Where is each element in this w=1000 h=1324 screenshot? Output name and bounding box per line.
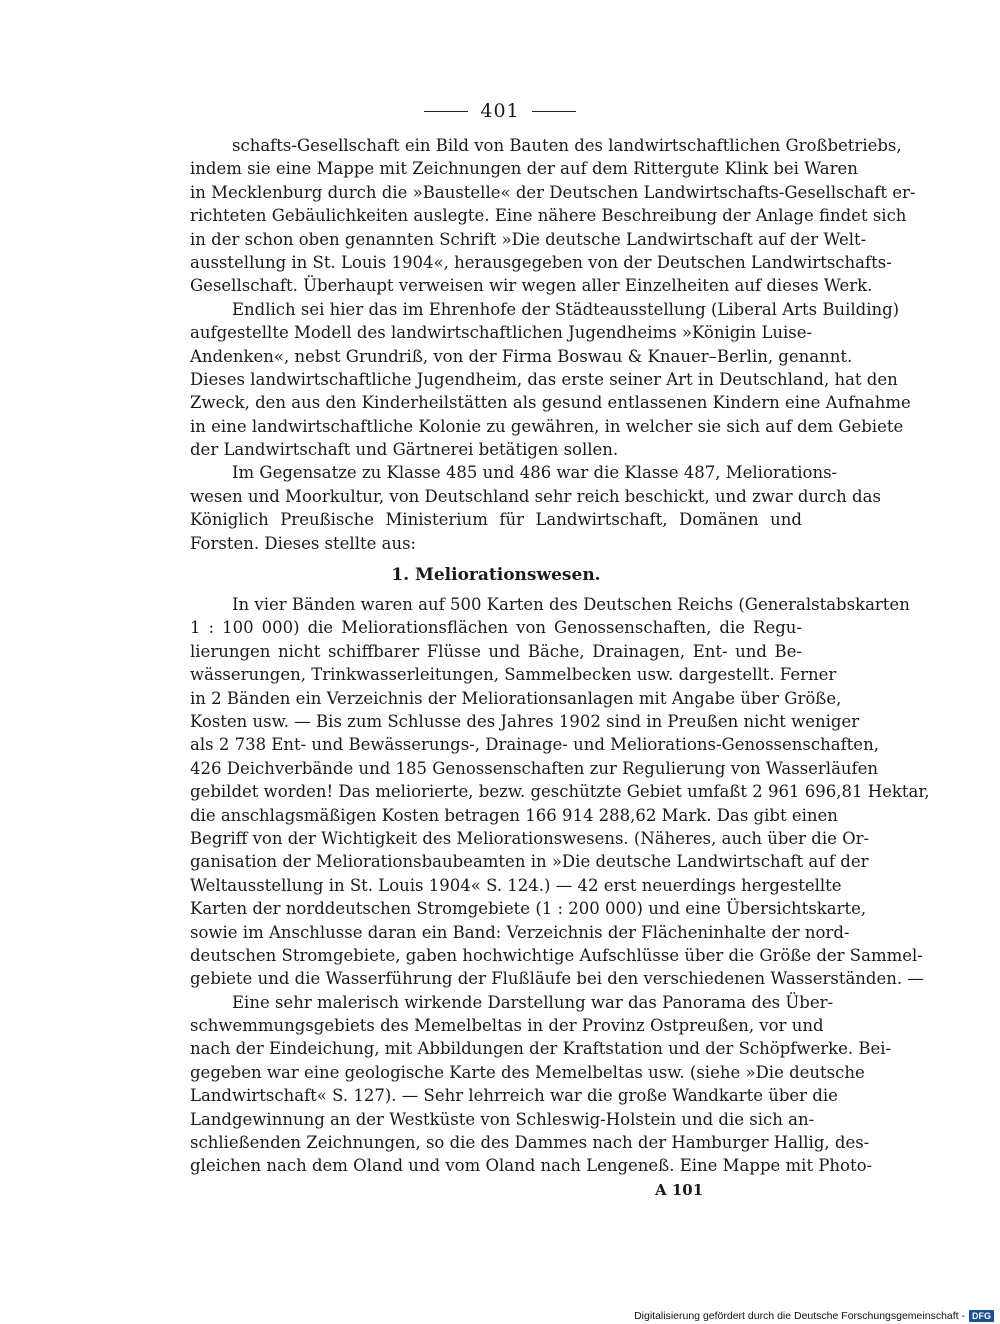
text-line: in der schon oben genannten Schrift »Die deutsche Landwirtschaft auf der Welt-: [190, 229, 867, 249]
text-line: Karten der norddeutschen Stromgebiete (1 : 200 000) und eine Übersichtskarte,: [190, 899, 867, 919]
dfg-logo: DFG: [969, 1310, 994, 1322]
text-line: lierungen nicht schiffbarer Flüsse und Bäche, Drainagen, Ent- und Be-: [190, 641, 802, 661]
footer: [634, 1310, 994, 1322]
text-line: Andenken«, nebst Grundriß, von der Firma Boswau & Knauer–Berlin, genannt.: [190, 346, 853, 366]
text-line: richteten Gebäulichkeiten auslegte. Eine nähere Beschreibung der Anlage findet sich: [190, 206, 907, 226]
section-paragraph: [190, 991, 892, 1178]
intro-paragraph: [190, 461, 881, 555]
text-line: gebildet worden! Das meliorierte, bezw. geschützte Gebiet umfaßt 2 961 696,81 Hektar,: [190, 782, 930, 802]
text-line: als 2 738 Ent- und Bewässerungs-, Drainage- und Meliorations-Genossenschaften,: [190, 735, 879, 755]
text-line: der Landwirtschaft und Gärtnerei betätigen sollen.: [190, 440, 619, 460]
section-heading: 1. Meliorationswesen.: [391, 565, 601, 586]
page-header: [0, 100, 1000, 122]
text-line: die anschlagsmäßigen Kosten betragen 166 914 288,62 Mark. Das gibt einen: [190, 805, 838, 825]
text-line: in Mecklenburg durch die »Baustelle« der Deutschen Landwirtschafts-Gesellschaft er-: [190, 182, 916, 202]
header-rule-left: [424, 111, 468, 112]
signature-mark: A 101: [655, 1181, 704, 1199]
text-line: schließenden Zeichnungen, so die des Dammes nach der Hamburger Hallig, des-: [190, 1133, 870, 1153]
text-line: ausstellung in St. Louis 1904«, herausgegeben von der Deutschen Landwirtschafts-: [190, 252, 892, 272]
text-line: in 2 Bänden ein Verzeichnis der Meliorationsanlagen mit Angabe über Größe,: [190, 688, 842, 708]
text-line: wesen und Moorkultur, von Deutschland sehr reich beschickt, und zwar durch das: [190, 486, 881, 506]
intro-paragraph: [190, 298, 911, 462]
text-line: Zweck, den aus den Kinderheilstätten als gesund entlassenen Kindern eine Aufnahme: [190, 393, 911, 413]
text-line: Endlich sei hier das im Ehrenhofe der Städteausstellung (Liberal Arts Building): [232, 299, 900, 319]
text-line: Eine sehr malerisch wirkende Darstellung war das Panorama des Über-: [232, 992, 834, 1012]
text-line: Dieses landwirtschaftliche Jugendheim, das erste seiner Art in Deutschland, hat den: [190, 369, 898, 389]
text-line: gleichen nach dem Oland und vom Oland nach Lengeneß. Eine Mappe mit Photo-: [190, 1156, 873, 1176]
text-line: gegeben war eine geologische Karte des Memelbeltas usw. (siehe »Die deutsche: [190, 1062, 865, 1082]
text-line: Landgewinnung an der Westküste von Schleswig-Holstein und die sich an-: [190, 1109, 815, 1129]
text-line: schafts-Gesellschaft ein Bild von Bauten des landwirtschaftlichen Großbetriebs,: [232, 136, 902, 155]
text-line: 426 Deichverbände und 185 Genossenschaften zur Regulierung von Wasserläufen: [190, 758, 879, 778]
text-line: sowie im Anschlusse daran ein Band: Verzeichnis der Flächeninhalte der nord-: [190, 922, 850, 942]
body-text: [190, 134, 930, 1178]
text-line: nach der Eindeichung, mit Abbildungen der Kraftstation und der Schöpfwerke. Bei-: [190, 1039, 892, 1059]
page-number: 401: [480, 100, 520, 122]
footer-text: Digitalisierung gefördert durch die Deutsche Forschungsgemeinschaft -: [634, 1310, 965, 1322]
text-line: aufgestellte Modell des landwirtschaftlichen Jugendheims »Königin Luise-: [190, 323, 813, 343]
text-line: Landwirtschaft« S. 127). — Sehr lehrreich war die große Wandkarte über die: [190, 1086, 838, 1106]
text-line: Gesellschaft. Überhaupt verweisen wir wegen aller Einzelheiten auf dieses Werk.: [190, 276, 873, 296]
text-line: Königlich Preußische Ministerium für Landwirtschaft, Domänen und: [190, 510, 802, 530]
text-line: Im Gegensatze zu Klasse 485 und 486 war die Klasse 487, Meliorations-: [232, 463, 838, 483]
text-line: Kosten usw. — Bis zum Schlusse des Jahres 1902 sind in Preußen nicht weniger: [190, 711, 860, 731]
text-line: wässerungen, Trinkwasserleitungen, Sammelbecken usw. dargestellt. Ferner: [190, 665, 837, 685]
header-rule-right: [532, 111, 576, 112]
intro-paragraph: [190, 134, 916, 298]
text-line: schwemmungsgebiets des Memelbeltas in der Provinz Ostpreußen, vor und: [190, 1016, 824, 1036]
section-paragraph: [190, 593, 930, 991]
text-line: ganisation der Meliorationsbaubeamten in »Die deutsche Landwirtschaft auf der: [190, 852, 869, 872]
text-line: Weltausstellung in St. Louis 1904« S. 124.) — 42 erst neuerdings hergestellte: [190, 875, 842, 895]
text-line: deutschen Stromgebiete, gaben hochwichtige Aufschlüsse über die Größe der Sammel-: [190, 945, 923, 965]
text-line: 1 : 100 000) die Meliorationsflächen von Genossenschaften, die Regu-: [190, 618, 802, 638]
intro-paragraphs: [190, 134, 916, 555]
text-line: Forsten. Dieses stellte aus:: [190, 533, 417, 553]
text-line: gebiete und die Wasserführung der Flußläufe bei den verschiedenen Wasserständen. —: [190, 969, 924, 989]
section-paragraphs: [190, 593, 930, 1178]
text-line: In vier Bänden waren auf 500 Karten des Deutschen Reichs (Generalstabskarten: [232, 595, 910, 615]
text-line: in eine landwirtschaftliche Kolonie zu gewähren, in welcher sie sich auf dem Gebiete: [190, 416, 904, 436]
text-line: Begriff von der Wichtigkeit des Meliorationswesens. (Näheres, auch über die Or-: [190, 828, 870, 848]
text-line: indem sie eine Mappe mit Zeichnungen der auf dem Rittergute Klink bei Waren: [190, 159, 858, 179]
